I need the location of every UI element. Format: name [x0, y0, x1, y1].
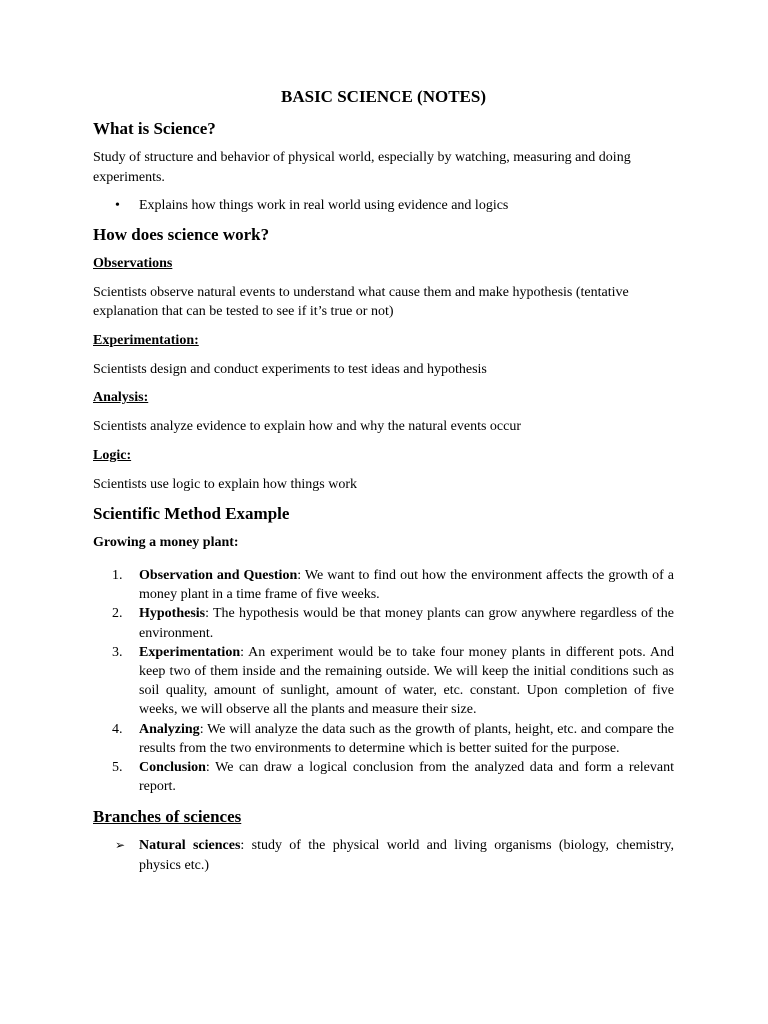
- list-item: [93, 566, 674, 604]
- list-item: [93, 604, 674, 642]
- step-number: 3.: [112, 644, 123, 660]
- list-item: [93, 643, 674, 720]
- step-text: : The hypothesis would be that money plants can grow anywhere regardless of the environment.: [139, 606, 674, 641]
- step-number: 4.: [112, 721, 123, 737]
- list-item: [93, 836, 674, 875]
- step-text: : We will analyze the data such as the growth of plants, height, etc. and compare the results from the two environments to determine which is better suited for the purpose.: [139, 721, 674, 756]
- step-text: : We want to find out how the environment affects the growth of a money plant in a time frame of five weeks.: [139, 568, 674, 603]
- analysis-text: Scientists analyze evidence to explain how and why the natural events occur: [93, 419, 522, 434]
- scientific-method-heading: Scientific Method Example: [93, 504, 290, 523]
- step-text: : An experiment would be to take four money plants in different pots. And keep two of them inside and the remaining outside. We will keep the initial conditions such as soil quality, amount of sunlight, amount of water, etc. constant. Upon completion of five weeks, we will observe all the plants and measure their size.: [139, 644, 674, 718]
- step-label: Analyzing: [139, 721, 200, 737]
- step-label: Experimentation: [139, 644, 241, 660]
- branch-label: Natural sciences: [139, 838, 241, 854]
- observations-label: Observations: [93, 255, 173, 271]
- branches-list: [93, 836, 674, 875]
- what-is-science-bullets: [93, 196, 674, 216]
- step-number: 1.: [112, 568, 123, 583]
- branches-heading: Branches of sciences: [93, 807, 242, 827]
- observations-text: Scientists observe natural events to understand what cause them and make hypothesis (tentative explanation that can be tested to see if it’s true or not): [93, 284, 629, 319]
- step-label: Hypothesis: [139, 606, 206, 622]
- what-is-science-heading: What is Science?: [93, 119, 216, 138]
- bullet-icon: •: [115, 198, 120, 213]
- list-item: [93, 196, 674, 216]
- bullet-text: Explains how things work in real world using evidence and logics: [139, 198, 509, 213]
- arrow-bullet-icon: ➢: [115, 838, 126, 853]
- how-science-works-heading: How does science work?: [93, 224, 270, 244]
- branch-text: : study of the physical world and living organisms (biology, chemistry, physics etc.): [139, 838, 674, 873]
- method-steps-list: [93, 566, 674, 796]
- page-title: BASIC SCIENCE (NOTES): [281, 87, 486, 106]
- step-label: Conclusion: [139, 760, 206, 776]
- analysis-label: Analysis:: [93, 390, 149, 405]
- logic-text: Scientists use logic to explain how things work: [93, 476, 358, 492]
- money-plant-subheading: Growing a money plant:: [93, 535, 239, 550]
- step-text: : We can draw a logical conclusion from the analyzed data and form a relevant report.: [139, 760, 674, 795]
- list-item: [93, 720, 674, 758]
- step-number: 2.: [112, 606, 123, 622]
- experimentation-label: Experimentation:: [93, 332, 199, 348]
- logic-label: Logic:: [93, 447, 132, 463]
- step-label: Observation and Question: [139, 568, 298, 583]
- list-item: [93, 758, 674, 796]
- what-is-science-text: Study of structure and behavior of physical world, especially by watching, measuring and doing experiments.: [93, 150, 631, 185]
- experimentation-text: Scientists design and conduct experiments to test ideas and hypothesis: [93, 361, 487, 377]
- step-number: 5.: [112, 760, 123, 776]
